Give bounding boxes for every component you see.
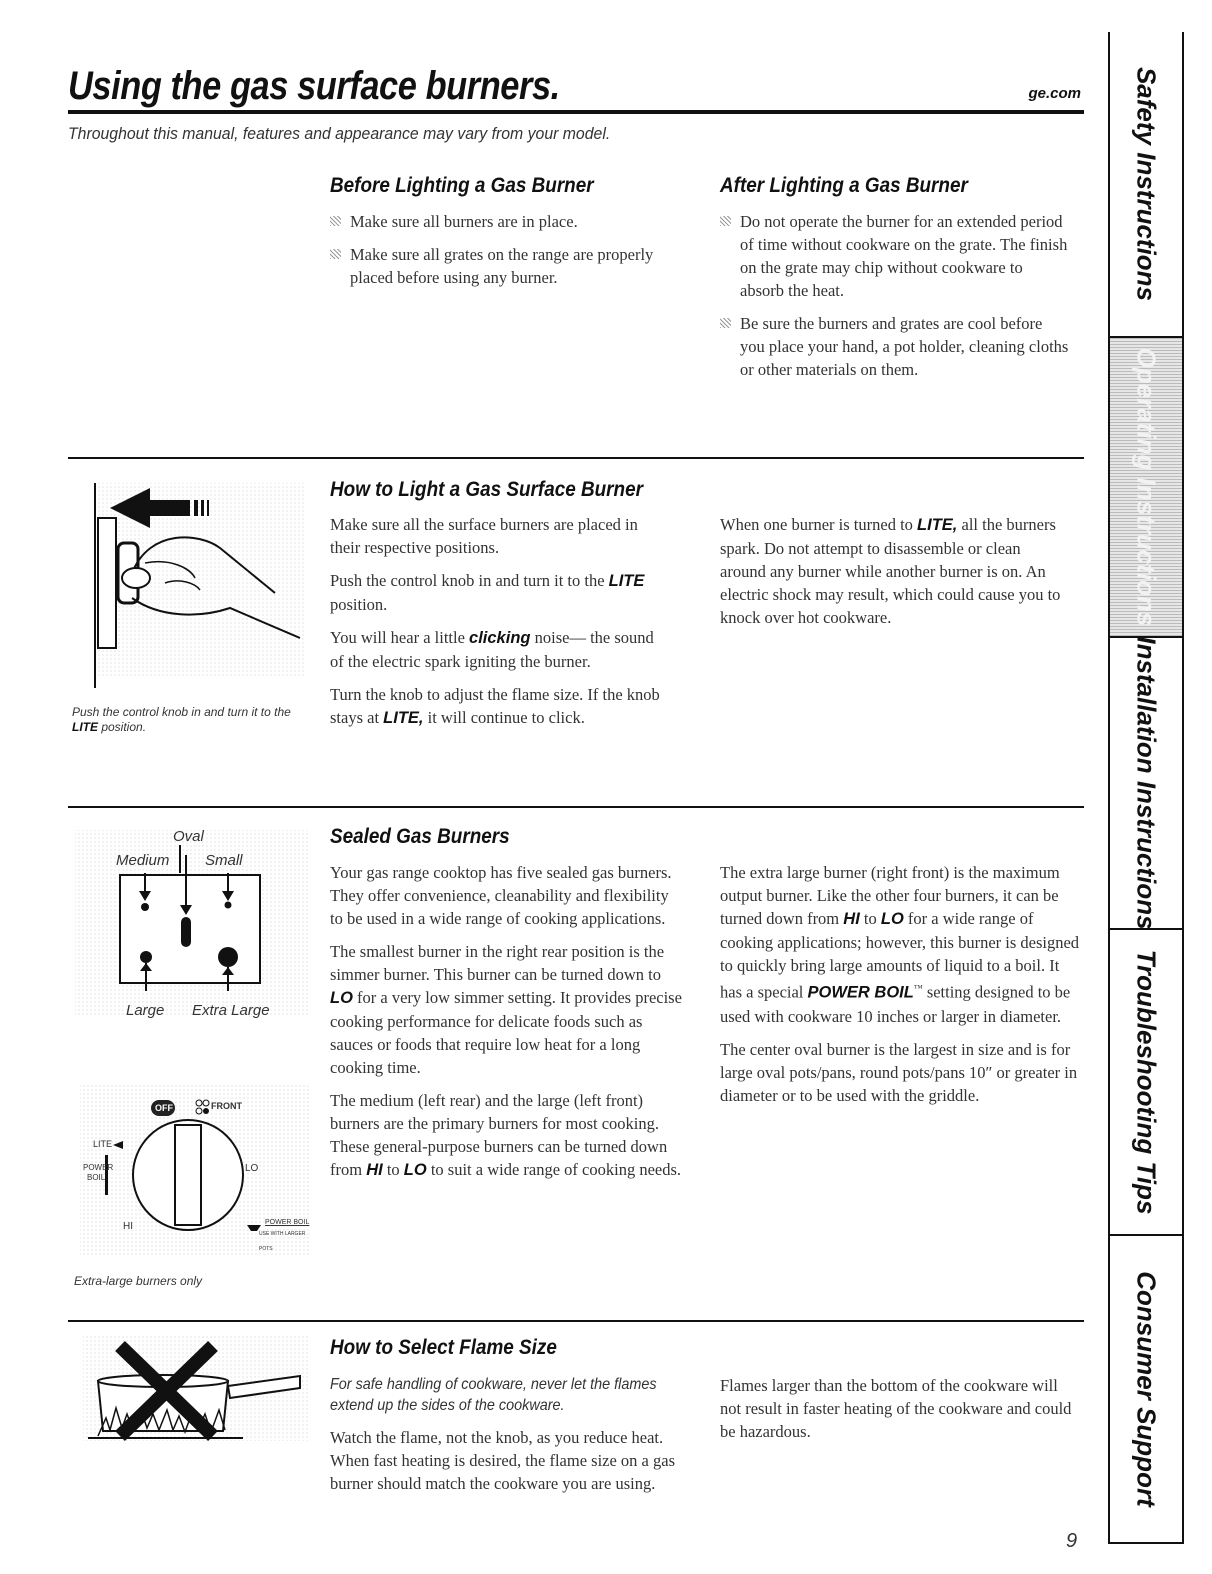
label-medium: Medium [116,852,170,869]
label-power-boil: POWER BOIL [265,1219,310,1226]
burner-layout-diagram [70,825,315,1020]
paragraph: Make sure all the surface burners are placed in their respective positions. [330,515,638,557]
page-subtitle: Throughout this manual, features and appearance may vary from your model. [68,124,611,143]
paragraph: The extra large burner (right front) is the maximum output burner. Like the other four burners, it can be turned down from HI to LO for a wide range of cooking applications; however, this burner is designed to quickly bring large amounts of liquid to a boil. It has a special POWER BOIL™ setting designed to be used with cookware 10 inches or larger in diameter. [720,863,1080,1026]
sealed-left-column [330,861,685,1192]
tab-troubleshooting-tips[interactable]: Troubleshooting Tips [1110,930,1182,1236]
warning-text: For safe handling of cookware, never let the flames extend up the sides of the cookware. [330,1376,657,1414]
label-hi: HI [123,1221,133,1232]
tab-installation-instructions[interactable]: Installation Instructions [1110,638,1182,930]
tab-operating-instructions[interactable]: Operating Instructions [1110,338,1182,638]
section-tabs [1108,32,1184,1544]
page-title: Using the gas surface burners. [68,64,560,108]
section-divider [68,806,1084,808]
after-list [720,210,1070,391]
light-left-column [330,513,670,740]
paragraph: Turn the knob to adjust the flame size. If the knob stays at LITE, it will continue to click. [330,685,660,727]
paragraph: The smallest burner in the right rear position is the simmer burner. This burner can be turned down to LO for a very low simmer setting. It provides precise cooking performance for delicate foods such as sauces or foods that require low heat for a long cooking time. [330,942,682,1077]
flame-heading: How to Select Flame Size [330,1336,557,1359]
paragraph: The center oval burner is the largest in size and is for large oval pots/pans, round pots/pans 10″ or greater in diameter or to be used with the griddle. [720,1039,1078,1105]
light-heading: How to Light a Gas Surface Burner [330,478,643,501]
knob-push-illustration [70,478,310,688]
paragraph: Watch the flame, not the knob, as you reduce heat. When fast heating is desired, the flame size on a gas burner should match the cookware you are using. [330,1428,676,1493]
label-oval: Oval [173,828,204,845]
sealed-right-column [720,861,1082,1117]
label-power: POWER [83,1163,114,1172]
knob-caption: Push the control knob in and turn it to the LITE position. [72,705,291,734]
flame-warning-illustration [78,1336,313,1446]
after-item: Be sure the burners and grates are cool before you place your hand, a pot holder, cleaning cloths or other materials on them. [720,312,1070,381]
dial-caption: Extra-large burners only [74,1274,203,1288]
bullet-icon [330,249,341,259]
label-off: OFF [155,1103,173,1113]
knob-dial-illustration [75,1085,315,1255]
before-list [330,210,685,299]
label-lite: LITE [93,1139,113,1149]
tab-safety-instructions[interactable]: Safety Instructions [1110,32,1182,338]
before-item: Make sure all burners are in place. [330,210,685,233]
paragraph: Flames larger than the bottom of the cookware will not result in faster heating of the cookware and could be hazardous. [720,1376,1072,1441]
header-rule [68,110,1084,114]
sealed-heading: Sealed Gas Burners [330,825,510,848]
page-number: 9 [1066,1530,1078,1552]
section-divider [68,1320,1084,1322]
flame-right-column [720,1374,1080,1453]
label-front: FRONT [211,1101,242,1111]
label-boil: BOIL [87,1173,106,1182]
after-heading: After Lighting a Gas Burner [720,174,968,197]
light-right-column [720,513,1065,639]
after-item: Do not operate the burner for an extended period of time without cookware on the grate. The finish on the grate may chip without cookware to absorb the heat. [720,210,1070,302]
before-item: Make sure all grates on the range are properly placed before using any burner. [330,243,685,289]
label-extra-large: Extra Large [192,1002,270,1019]
bullet-icon [720,216,731,226]
tab-consumer-support[interactable]: Consumer Support [1110,1236,1182,1544]
flame-left-column [330,1374,695,1505]
site-link: ge.com [1028,85,1081,102]
label-lo: LO [245,1163,259,1174]
paragraph: The medium (left rear) and the large (left front) burners are the primary burners for most cooking. These general-purpose burners can be turned down from HI to LO to suit a wide range of cooking needs. [330,1091,682,1179]
paragraph: When one burner is turned to LITE, all the burners spark. Do not attempt to disassemble or clean around any burner while another burner is on. An electric shock may result, which could cause you to knock over hot cookware. [720,515,1061,627]
bullet-icon [330,216,341,226]
section-divider [68,457,1084,459]
paragraph: Your gas range cooktop has five sealed gas burners. They offer convenience, cleanability and flexibility to be used in a wide range of cooking applications. [330,863,672,928]
bullet-icon [720,318,731,328]
label-power-boil-note: USE WITH LARGER POTS [259,1231,306,1252]
label-large: Large [126,1002,165,1019]
label-small: Small [205,852,243,869]
paragraph: Push the control knob in and turn it to the LITE position. [330,571,645,614]
paragraph: You will hear a little clicking noise— the sound of the electric spark igniting the burner. [330,628,654,671]
before-heading: Before Lighting a Gas Burner [330,174,594,197]
